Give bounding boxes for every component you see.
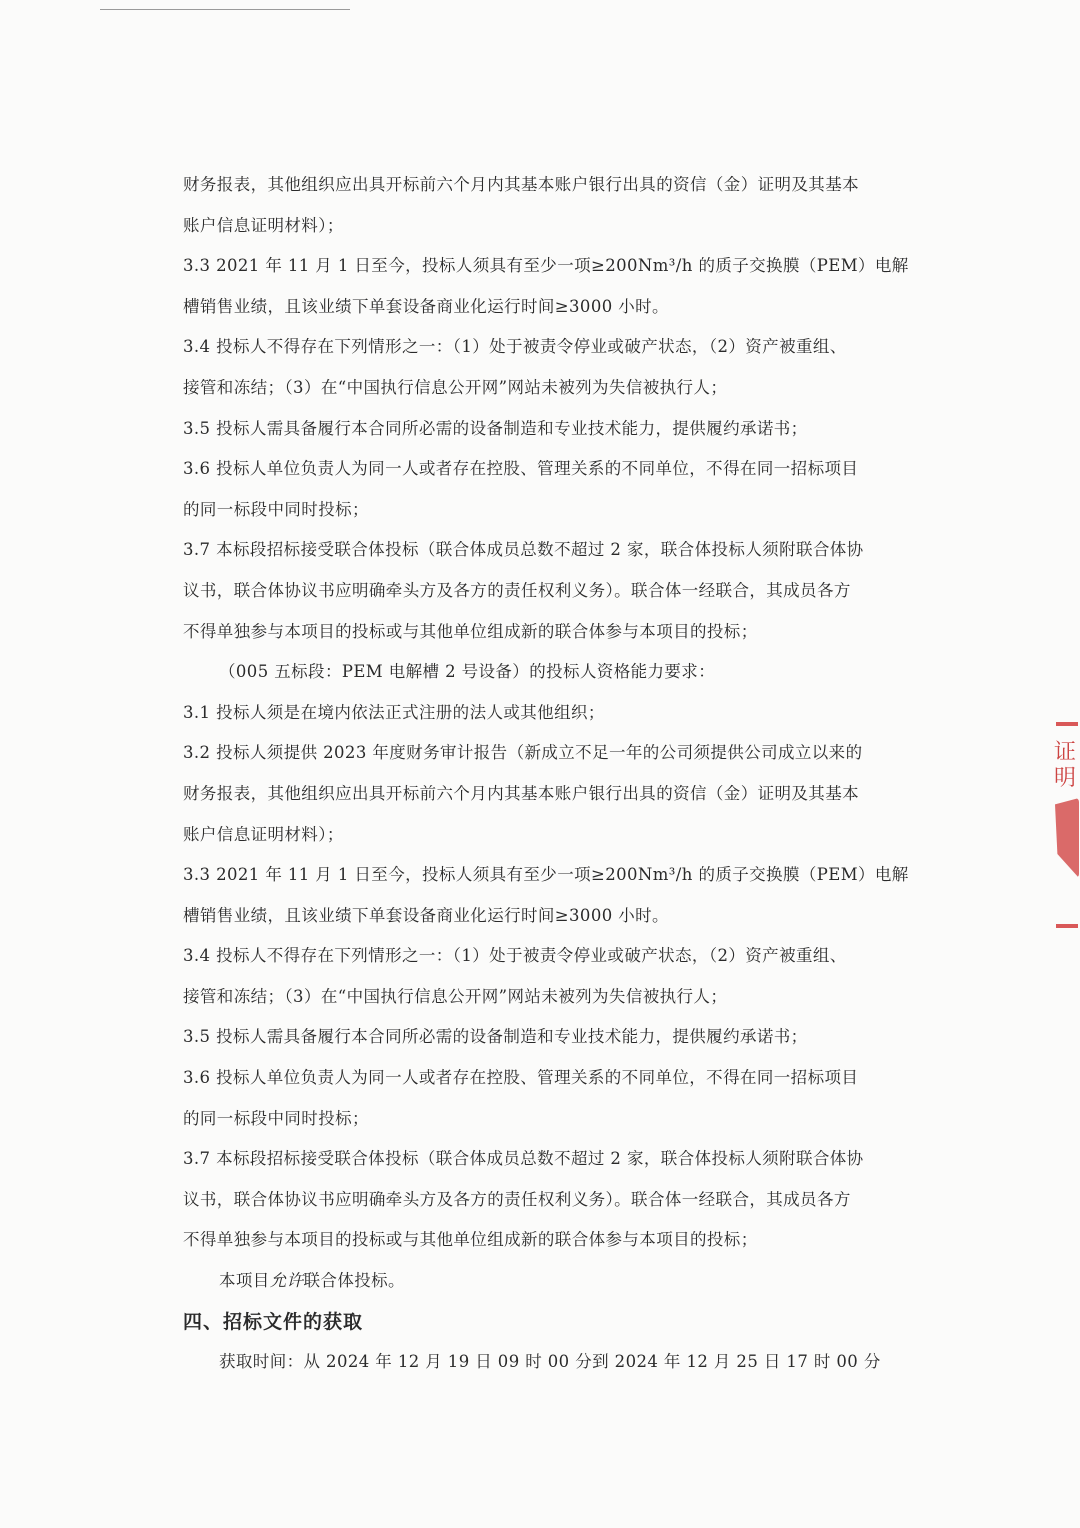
- text-line: 议书，联合体协议书应明确牵头方及各方的责任权利义务）。联合体一经联合，其成员各方: [183, 1189, 851, 1209]
- text-line: 3.7 本标段招标接受联合体投标（联合体成员总数不超过 2 家，联合体投标人须附联合体协: [183, 540, 864, 560]
- text-line: 3.7 本标段招标接受联合体投标（联合体成员总数不超过 2 家，联合体投标人须附联合体协: [183, 1149, 864, 1169]
- document-body: [183, 165, 913, 1383]
- text-line: 3.1 投标人须是在境内依法正式注册的法人或其他组织；: [183, 702, 605, 722]
- text-line: 槽销售业绩，且该业绩下单套设备商业化运行时间≥3000 小时。: [183, 296, 669, 316]
- text-line: 账户信息证明材料）；: [183, 215, 344, 235]
- text-line: 3.3 2021 年 11 月 1 日至今，投标人须具有至少一项≥200Nm³/h 的质子交换膜（PEM）电解: [183, 256, 909, 276]
- top-rule: [100, 9, 350, 10]
- text-line: 接管和冻结；（3）在“中国执行信息公开网”网站未被列为失信被执行人；: [183, 377, 728, 397]
- text-line: 3.3 2021 年 11 月 1 日至今，投标人须具有至少一项≥200Nm³/h 的质子交换膜（PEM）电解: [183, 865, 909, 885]
- text-line: 财务报表，其他组织应出具开标前六个月内其基本账户银行出具的资信（金）证明及其基本: [183, 175, 859, 194]
- text-line: 财务报表，其他组织应出具开标前六个月内其基本账户银行出具的资信（金）证明及其基本: [183, 783, 859, 803]
- text-line: 的同一标段中同时投标；: [183, 1108, 369, 1128]
- allow-prefix: 本项目: [219, 1271, 270, 1291]
- text-line: 槽销售业绩，且该业绩下单套设备商业化运行时间≥3000 小时。: [183, 905, 669, 925]
- text-line: 议书，联合体协议书应明确牵头方及各方的责任权利义务）。联合体一经联合，其成员各方: [183, 580, 851, 600]
- acquire-time-line: 获取时间：从 2024 年 12 月 19 日 09 时 00 分到 2024 年 12 月 25 日 17 时 00 分: [219, 1352, 881, 1372]
- allow-suffix: 联合体投标。: [303, 1271, 405, 1291]
- seal-text: 证明: [1054, 740, 1077, 791]
- text-line: 接管和冻结；（3）在“中国执行信息公开网”网站未被列为失信被执行人；: [183, 986, 728, 1006]
- text-line: 3.4 投标人不得存在下列情形之一：（1）处于被责令停业或破产状态，（2）资产被重组、: [183, 946, 847, 966]
- allow-word: 允许: [269, 1271, 304, 1291]
- text-line: 3.5 投标人需具备履行本合同所必需的设备制造和专业技术能力，提供履约承诺书；: [183, 1027, 808, 1047]
- seal-blot: [1055, 798, 1079, 878]
- red-seal-fragment: [1052, 718, 1080, 930]
- seal-edge: [1056, 924, 1078, 928]
- text-line: 3.6 投标人单位负责人为同一人或者存在控股、管理关系的不同单位，不得在同一招标项目: [183, 1068, 859, 1088]
- text-line: 的同一标段中同时投标；: [183, 499, 369, 519]
- text-line: 3.6 投标人单位负责人为同一人或者存在控股、管理关系的不同单位，不得在同一招标项目: [183, 459, 859, 479]
- text-line: 不得单独参与本项目的投标或与其他单位组成新的联合体参与本项目的投标；: [183, 1230, 758, 1250]
- text-line: 3.2 投标人须提供 2023 年度财务审计报告（新成立不足一年的公司须提供公司成立以来的: [183, 743, 863, 763]
- lot-five-intro: （005 五标段：PEM 电解槽 2 号设备）的投标人资格能力要求：: [219, 662, 716, 682]
- text-line: 账户信息证明材料）；: [183, 824, 344, 844]
- text-line: 3.4 投标人不得存在下列情形之一：（1）处于被责令停业或破产状态，（2）资产被重组、: [183, 337, 847, 357]
- joint-bid-allowed-line: [183, 1261, 913, 1302]
- seal-edge: [1056, 722, 1078, 726]
- text-line: 3.5 投标人需具备履行本合同所必需的设备制造和专业技术能力，提供履约承诺书；: [183, 418, 808, 438]
- text-line: 不得单独参与本项目的投标或与其他单位组成新的联合体参与本项目的投标；: [183, 621, 758, 641]
- section-heading: 四、招标文件的获取: [183, 1310, 364, 1333]
